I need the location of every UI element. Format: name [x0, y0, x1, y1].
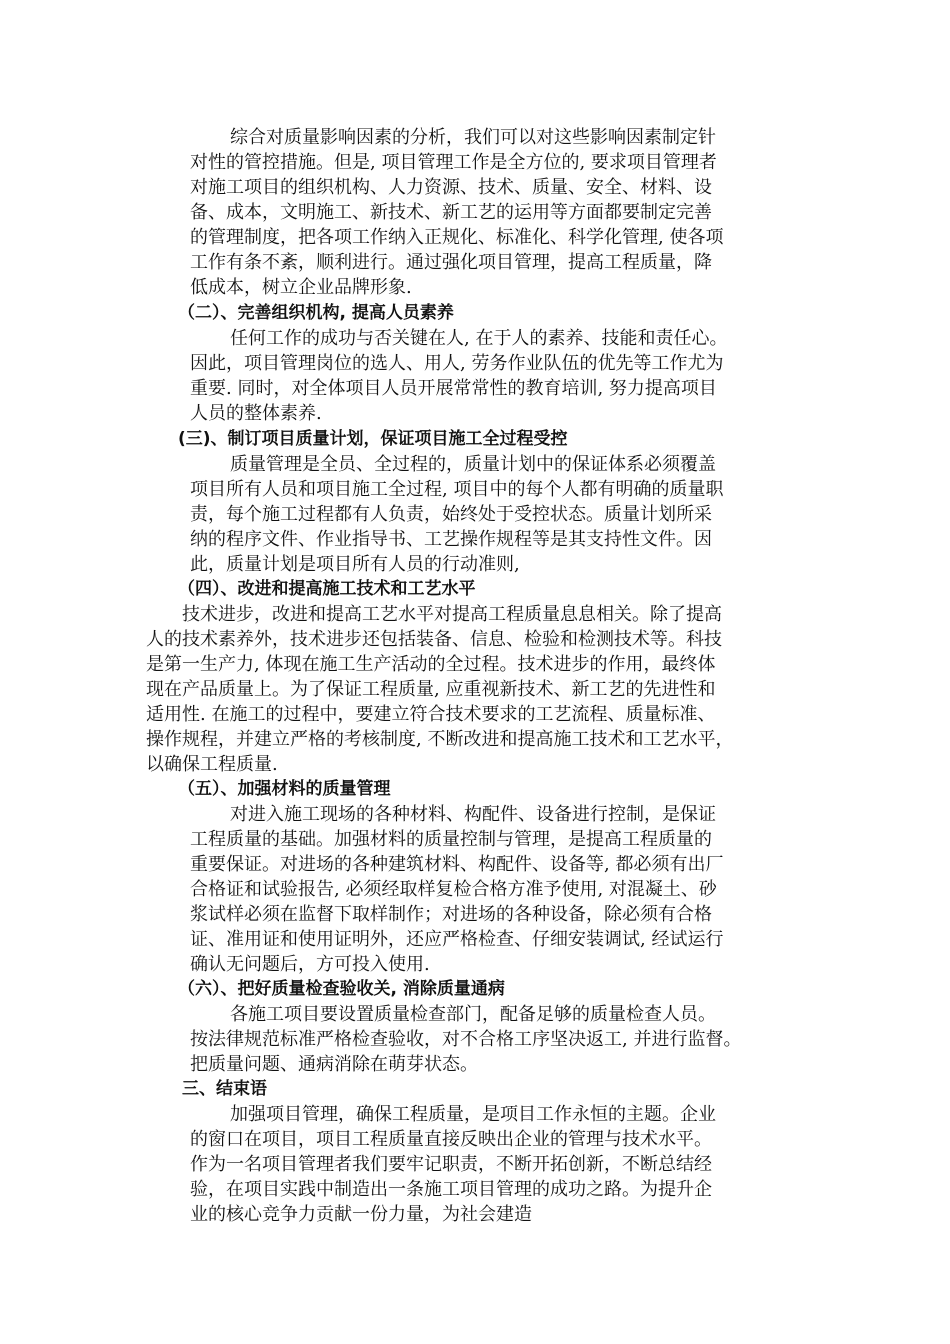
paragraph-line: 对性的管控措施。但是, 项目管理工作是全方位的, 要求项目管理者 — [190, 152, 717, 173]
paragraph-line: 项目所有人员和项目施工全过程, 项目中的每个人都有明确的质量职 — [190, 479, 724, 500]
paragraph-line: 加强项目管理，确保工程质量，是项目工作永恒的主题。企业 — [230, 1104, 716, 1125]
paragraph-line: 业的核心竞争力贡献一份力量，为社会建造 — [190, 1204, 532, 1225]
section-heading: （二）、完善组织机构, 提高人员素养 — [178, 303, 454, 323]
paragraph-line: 验，在项目实践中制造出一条施工项目管理的成功之路。为提升企 — [190, 1179, 712, 1200]
paragraph-line: 的管理制度，把各项工作纳入正规化、标准化、科学化管理, 使各项 — [190, 227, 724, 248]
paragraph-line: 责，每个施工过程都有人负责，始终处于受控状态。质量计划所采 — [190, 504, 712, 525]
paragraph-line: 浆试样必须在监督下取样制作；对进场的各种设备，除必须有合格 — [190, 904, 712, 925]
paragraph-line: 技术进步，改进和提高工艺水平对提高工程质量息息相关。除了提高 — [182, 604, 722, 625]
paragraph-line: 适用性. 在施工的过程中，要建立符合技术要求的工艺流程、质量标准、 — [146, 704, 716, 725]
paragraph-line: 重要. 同时，对全体项目人员开展常常性的教育培训, 努力提高项目 — [190, 378, 717, 399]
paragraph-line: 合格证和试验报告, 必须经取样复检合格方准予使用, 对混凝土、砂 — [190, 879, 717, 900]
section-heading: （六）、把好质量检查验收关, 消除质量通病 — [178, 979, 505, 999]
paragraph-line: 证、准用证和使用证明外，还应严格检查、仔细安装调试, 经试运行 — [190, 929, 724, 950]
paragraph-line: 因此，项目管理岗位的选人、用人, 劳务作业队伍的优先等工作尤为 — [190, 353, 724, 374]
paragraph-line: 作为一名项目管理者我们要牢记职责，不断开拓创新，不断总结经 — [190, 1154, 712, 1175]
section-heading: （四）、改进和提高施工技术和工艺水平 — [178, 579, 476, 599]
paragraph-line: 工作有条不紊，顺利进行。通过强化项目管理，提高工程质量，降 — [190, 252, 712, 273]
section-heading: (三)、制订项目质量计划，保证项目施工全过程受控 — [178, 429, 568, 449]
paragraph-line: 对施工项目的组织机构、人力资源、技术、质量、安全、材料、设 — [190, 177, 712, 198]
paragraph-line: 此，质量计划是项目所有人员的行动准则, — [190, 554, 520, 575]
section-heading: 三、结束语 — [182, 1079, 267, 1099]
paragraph-line: 综合对质量影响因素的分析，我们可以对这些影响因素制定针 — [230, 127, 716, 148]
paragraph-line: 对进入施工现场的各种材料、构配件、设备进行控制，是保证 — [230, 804, 716, 825]
paragraph-line: 把质量问题、通病消除在萌芽状态。 — [190, 1054, 478, 1075]
paragraph-line: 工程质量的基础。加强材料的质量控制与管理，是提高工程质量的 — [190, 829, 712, 850]
paragraph-line: 纳的程序文件、作业指导书、工艺操作规程等是其支持性文件。因 — [190, 529, 712, 550]
paragraph-line: 确认无问题后，方可投入使用. — [190, 954, 430, 975]
paragraph-line: 质量管理是全员、全过程的，质量计划中的保证体系必须覆盖 — [230, 454, 716, 475]
paragraph-line: 任何工作的成功与否关键在人, 在于人的素养、技能和责任心。 — [230, 328, 728, 349]
paragraph-line: 以确保工程质量. — [146, 754, 278, 775]
paragraph-line: 是第一生产力, 体现在施工生产活动的全过程。技术进步的作用，最终体 — [146, 654, 716, 675]
section-heading: （五）、加强材料的质量管理 — [178, 779, 391, 799]
paragraph-line: 重要保证。对进场的各种建筑材料、构配件、设备等, 都必须有出厂 — [190, 854, 724, 875]
paragraph-line: 各施工项目要设置质量检查部门，配备足够的质量检查人员。 — [230, 1004, 716, 1025]
paragraph-line: 备、成本，文明施工、新技术、新工艺的运用等方面都要制定完善 — [190, 202, 712, 223]
paragraph-line: 操作规程，并建立严格的考核制度, 不断改进和提高施工技术和工艺水平， — [146, 729, 734, 750]
paragraph-line: 按法律规范标准严格检查验收，对不合格工序坚决返工, 并进行监督。 — [190, 1029, 742, 1050]
paragraph-line: 现在产品质量上。为了保证工程质量, 应重视新技术、新工艺的先进性和 — [146, 679, 716, 700]
paragraph-line: 人员的整体素养. — [190, 403, 322, 424]
paragraph-line: 的窗口在项目，项目工程质量直接反映出企业的管理与技术水平。 — [190, 1129, 712, 1150]
paragraph-line: 低成本，树立企业品牌形象. — [190, 277, 412, 298]
paragraph-line: 人的技术素养外，技术进步还包括装备、信息、检验和检测技术等。科技 — [146, 629, 722, 650]
